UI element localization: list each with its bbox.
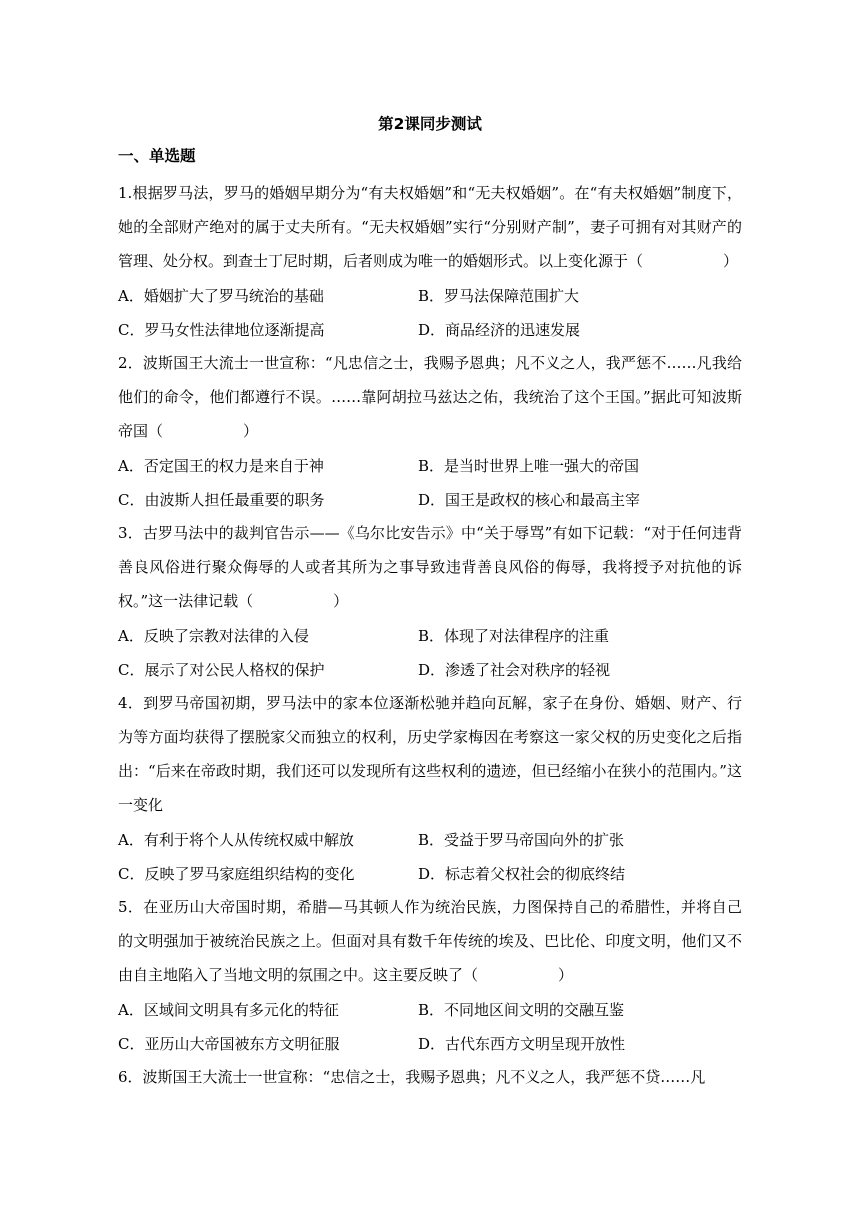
question-1 [118, 176, 742, 346]
option-b: B．罗马法保障范围扩大 [418, 286, 580, 305]
option-c: C．亚历山大帝国被东方文明征服 [118, 1034, 340, 1053]
option-row [118, 278, 742, 312]
option-row [118, 822, 742, 856]
question-stem: 2．波斯国王大流士一世宣称：“凡忠信之士，我赐予恩典；凡不义之人，我严惩不……凡我给他们的命令，他们都遵行不误。……靠阿胡拉马兹达之佑，我统治了这个王国。”据此可知波斯帝国（ ） [118, 354, 742, 440]
option-a: A．有利于将个人从传统权威中解放 [118, 830, 354, 849]
option-row [118, 652, 742, 686]
question-3 [118, 516, 742, 686]
option-row [118, 1026, 742, 1060]
option-c: C．由波斯人担任最重要的职务 [118, 490, 325, 509]
option-a: A．婚姻扩大了罗马统治的基础 [118, 286, 324, 305]
question-stem: 5．在亚历山大帝国时期，希腊—马其顿人作为统治民族，力图保持自己的希腊性，并将自己的文明强加于被统治民族之上。但面对具有数千年传统的埃及、巴比伦、印度文明，他们又不由自主地陷入了当地文明的氛围之中。这主要反映了（ ） [118, 898, 742, 984]
question-5 [118, 890, 742, 1060]
option-c: C．展示了对公民人格权的保护 [118, 660, 325, 679]
option-c: C．罗马女性法律地位逐渐提高 [118, 320, 325, 339]
option-a: A．否定国王的权力是来自于神 [118, 456, 324, 475]
option-row [118, 448, 742, 482]
question-6 [118, 1060, 742, 1094]
option-b: B．是当时世界上唯一强大的帝国 [418, 456, 640, 475]
option-b: B．不同地区间文明的交融互鉴 [418, 1000, 625, 1019]
question-list [118, 176, 742, 1094]
option-row [118, 312, 742, 346]
question-4 [118, 686, 742, 890]
option-row [118, 618, 742, 652]
question-stem: 6．波斯国王大流士一世宣称：“忠信之士，我赐予恩典；凡不义之人，我严惩不贷……凡 [118, 1068, 706, 1086]
option-d: D．标志着父权社会的彻底终结 [418, 864, 626, 883]
question-2 [118, 346, 742, 516]
option-row [118, 992, 742, 1026]
option-d: D．国王是政权的核心和最高主宰 [418, 490, 641, 509]
option-a: A．反映了宗教对法律的入侵 [118, 626, 309, 645]
option-b: B．体现了对法律程序的注重 [418, 626, 610, 645]
question-stem: 4．到罗马帝国初期，罗马法中的家本位逐渐松驰并趋向瓦解，家子在身份、婚姻、财产、行为等方面均获得了摆脱家父而独立的权利，历史学家梅因在考察这一家父权的历史变化之后指出：“后来在帝政时期，我们还可以发现所有这些权利的遗迹，但已经缩小在狭小的范围内。”这一变化 [118, 694, 742, 814]
option-a: A．区域间文明具有多元化的特征 [118, 1000, 339, 1019]
section-heading: 一、单选题 [118, 147, 196, 165]
question-stem: 1.根据罗马法，罗马的婚姻早期分为“有夫权婚姻”和“无夫权婚姻”。在“有夫权婚姻”制度下，她的全部财产绝对的属于丈夫所有。“无夫权婚姻”实行“分别财产制”，妻子可拥有对其财产的管理、处分权。到查士丁尼时期，后者则成为唯一的婚姻形式。以上变化源于（ ） [118, 184, 742, 270]
page-title: 第2课同步测试 [378, 115, 482, 133]
option-row [118, 482, 742, 516]
option-c: C．反映了罗马家庭组织结构的变化 [118, 864, 355, 883]
option-d: D．渗透了社会对秩序的轻视 [418, 660, 611, 679]
option-row [118, 856, 742, 890]
option-d: D．古代东西方文明呈现开放性 [418, 1034, 626, 1053]
option-d: D．商品经济的迅速发展 [418, 320, 581, 339]
question-stem: 3．古罗马法中的裁判官告示——《乌尔比安告示》中“关于辱骂”有如下记载：“对于任何违背善良风俗进行聚众侮辱的人或者其所为之事导致违背善良风俗的侮辱，我将授予对抗他的诉权。”这一法律记载（ ） [118, 524, 742, 610]
option-b: B．受益于罗马帝国向外的扩张 [418, 830, 625, 849]
